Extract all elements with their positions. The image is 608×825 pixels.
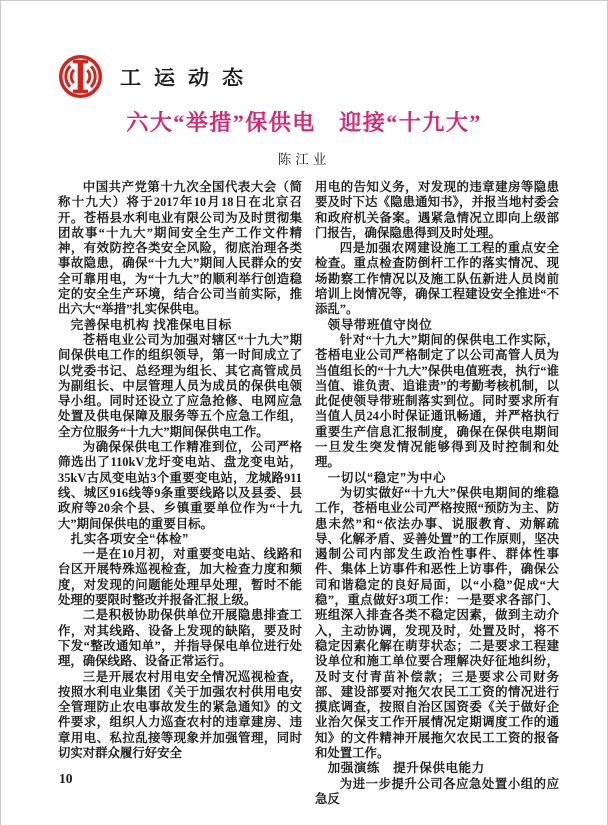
masthead-title: 工运动态 bbox=[120, 65, 256, 89]
paragraph: 苍梧电业公司为加强对辖区“十九大”期间保供电工作的组织领导，第一时间成立了以党委书记、总经理为组长、其它高管成员为副组长、中层管理人员为成员的保供电领导小组。同时还设立了应急抢修、电网应急处置及供电保障及服务等五个应急工作组，全方位服务“十九大”期间保供电工作。 bbox=[58, 332, 302, 439]
trade-union-emblem-icon bbox=[57, 53, 104, 100]
section-heading-3: 领导带班值守岗位 bbox=[327, 317, 433, 332]
masthead bbox=[57, 53, 256, 100]
article-author: 陈江业 bbox=[277, 152, 331, 167]
article-body bbox=[58, 180, 559, 807]
section-heading-2: 扎实各项安全“体检” bbox=[70, 531, 189, 546]
paragraph: 针对“十九大”期间的保供电工作实际，苍梧电业公司严格制定了以公司高管人员为当值组长的“十九大”保供电值班表，执行“谁当值、谁负责、追谁责”的考勤考核机制，以此促使领导带班制落实到位。同时要求所有当值人员24小时保证通讯畅通，并严格执行重要生产信息汇报制度，确保在保供电期间一旦发生突发情况能够得到及时控制和处理。 bbox=[315, 332, 559, 470]
paragraph-continuation: 用电的告知义务，对发现的违章建房等隐患要及时下达《隐患通知书》，并报当地村委会和政府机关备案。遇紧急情况立即向上级部门报告，确保隐患得到及时处理。 bbox=[315, 180, 559, 240]
paragraph: 为进一步提升公司各应急处置小组的应急反 bbox=[315, 776, 559, 806]
paragraph: 二是积极协助保供单位开展隐患排查工作，对其线路、设备上发现的缺陷，要及时下发“整改通知单”，并指导保电单位进行处理，确保线路、设备正常运行。 bbox=[58, 608, 302, 669]
right-column bbox=[315, 180, 559, 807]
section-heading-4: 一切以“稳定”为中心 bbox=[327, 470, 446, 485]
paragraph: 三是开展农村用电安全情况巡视检查，按照水利电业集团《关于加强农村供用电安全管理防止农电事故发生的紧急通知》的文件要求，组织人力巡查农村的违章建房、违章用电、私拉乱接等现象并加强管理，同时切实对群众履行好安全 bbox=[58, 669, 302, 760]
page-number: 10 bbox=[59, 771, 73, 786]
left-column bbox=[58, 180, 302, 807]
paragraph: 为确保保供电工作精准到位，公司严格筛选出了110kV龙圩变电站、盘龙变电站，35kV古凤变电站3个重要变电站，龙城路911线、城区916线等9条重要线路以及县委、县政府等20余个县、乡镇重要单位作为“十九大”期间保供电的重要目标。 bbox=[58, 440, 302, 531]
section-heading-1: 完善保电机构 找准保电目标 bbox=[70, 317, 232, 332]
paragraph: 一是在10月初，对重要变电站、线路和台区开展特殊巡视检查，加大检查力度和频度，对发现的问题能处理早处理，暂时不能处理的要限时整改并报备汇报上级。 bbox=[58, 547, 302, 608]
paragraph-intro: 中国共产党第十九次全国代表大会（简称十九大）将于2017年10月18日在北京召开。苍梧县水利电业有限公司为及时贯彻集团故事“十九大”期间安全生产工作文件精神，有效防控各类安全风险，彻底治理各类事故隐患，确保“十九大”期间人民群众的安全可靠用电，为“十九大”的顺利举行创造稳定的安全生产环境，结合公司当前实际，推出六大“举措”扎实保供电。 bbox=[58, 180, 302, 317]
section-heading-5: 加强演练 提升保供电能力 bbox=[327, 761, 485, 776]
article-title: 六大“举措”保供电 迎接“十九大” bbox=[126, 110, 482, 135]
paragraph: 为切实做好“十九大”保供电期间的维稳工作，苍梧电业公司严格按照“预防为主、防患未然”和“依法办事、说服教育、劝解疏导、化解矛盾、妥善处置”的工作原则，坚决遏制公司内部发生政治性事件、群体性事件、集体上访事件和恶性上访事件，确保公司和谐稳定的良好局面，以“小稳”促成“大稳”，重点做好3项工作：一是要求各部门、班组深入排查各类不稳定因素，做到主动介入，主动协调，发现及时，处置及时，将不稳定因素化解在萌芽状态；二是要求工程建设单位和施工单位要合理解决好征地纠纷，及时支付青苗补偿款；三是要求公司财务部、建设部要对拖欠农民工工资的情况进行摸底调查，按照自治区国资委《关于做好企业治欠保支工作开展情况定期调度工作的通知》的文件精神开展拖欠农民工工资的报备和处置工作。 bbox=[315, 485, 559, 760]
paragraph: 四是加强农网建设施工工程的重点安全检查。重点检查防倒杆工作的落实情况、现场勘察工作情况以及施工队伍新进人员岗前培训上岗情况等，确保工程建设安全推进“不添乱”。 bbox=[315, 241, 559, 317]
